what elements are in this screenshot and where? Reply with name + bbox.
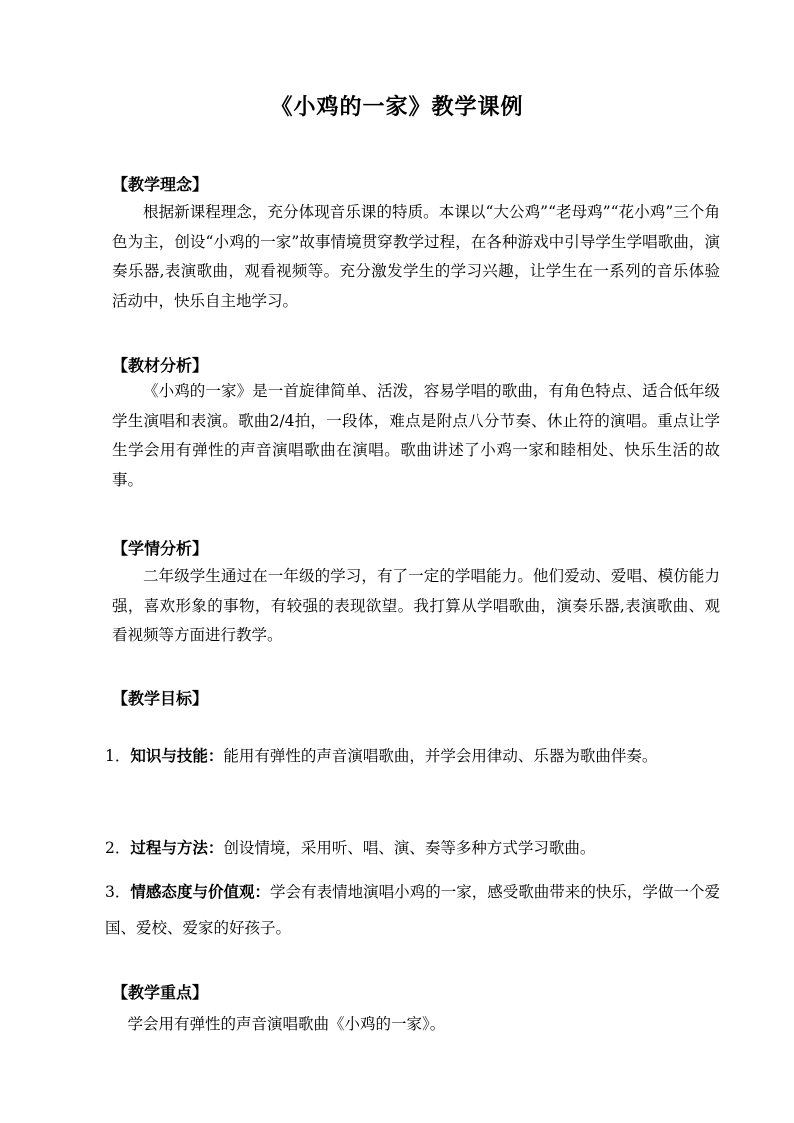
- goal-number: 3．: [105, 883, 131, 901]
- goal-number: 1．: [105, 747, 131, 765]
- heading-student-analysis: 【学情分析】: [112, 539, 209, 558]
- teaching-keypoint-text: 学会用有弹性的声音演唱歌曲《小鸡的一家》。: [127, 1015, 446, 1033]
- goal-item-1: [105, 738, 720, 774]
- heading-teaching-keypoint: 【教学重点】: [112, 983, 209, 1002]
- goal-item-3: [105, 874, 720, 946]
- goal-lead: 过程与方法：: [130, 838, 224, 857]
- heading-teaching-goals: 【教学目标】: [112, 689, 209, 708]
- goal-item-2: [105, 830, 720, 866]
- heading-material-analysis: 【教材分析】: [112, 356, 209, 375]
- teaching-philosophy-text: 根据新课程理念，充分体现音乐课的特质。本课以“大公鸡”“老母鸡”“花小鸡”三个角色为主，创设“小鸡的一家”故事情境贯穿教学过程，在各种游戏中引导学生学唱歌曲，演奏乐器,表演歌曲，观看视频等。充分激发学生的学习兴趣，让学生在一系列的音乐体验活动中，快乐自主地学习。: [112, 203, 720, 310]
- goal-lead: 知识与技能：: [130, 746, 224, 765]
- heading-teaching-philosophy: 【教学理念】: [112, 175, 209, 194]
- student-analysis-text: 二年级学生通过在一年级的学习，有了一定的学唱能力。他们爱动、爱唱、模仿能力强，喜欢形象的事物，有较强的表现欲望。我打算从学唱歌曲，演奏乐器,表演歌曲、观看视频等方面进行教学。: [112, 567, 720, 644]
- goal-text: 创设情境，采用听、唱、演、奏等多种方式学习歌曲。: [223, 839, 596, 857]
- goal-number: 2．: [105, 839, 131, 857]
- material-analysis-text: 《小鸡的一家》是一首旋律简单、活泼，容易学唱的歌曲，有角色特点、适合低年级学生演唱和表演。歌曲2/4拍，一段体，难点是附点八分节奏、休止符的演唱。重点让学生学会用有弹性的声音演唱歌曲在演唱。歌曲讲述了小鸡一家和睦相处、快乐生活的故事。: [112, 382, 720, 489]
- goal-text: 能用有弹性的声音演唱歌曲，并学会用律动、乐器为歌曲伴奏。: [223, 747, 658, 765]
- goal-text: 学会有表情地演唱小鸡的一家，感受歌曲带来的快乐，学做一个爱国、爱校、爱家的好孩子。: [105, 883, 720, 937]
- goal-lead: 情感态度与价值观：: [130, 882, 271, 901]
- document-title: 《小鸡的一家》教学课例: [270, 94, 524, 120]
